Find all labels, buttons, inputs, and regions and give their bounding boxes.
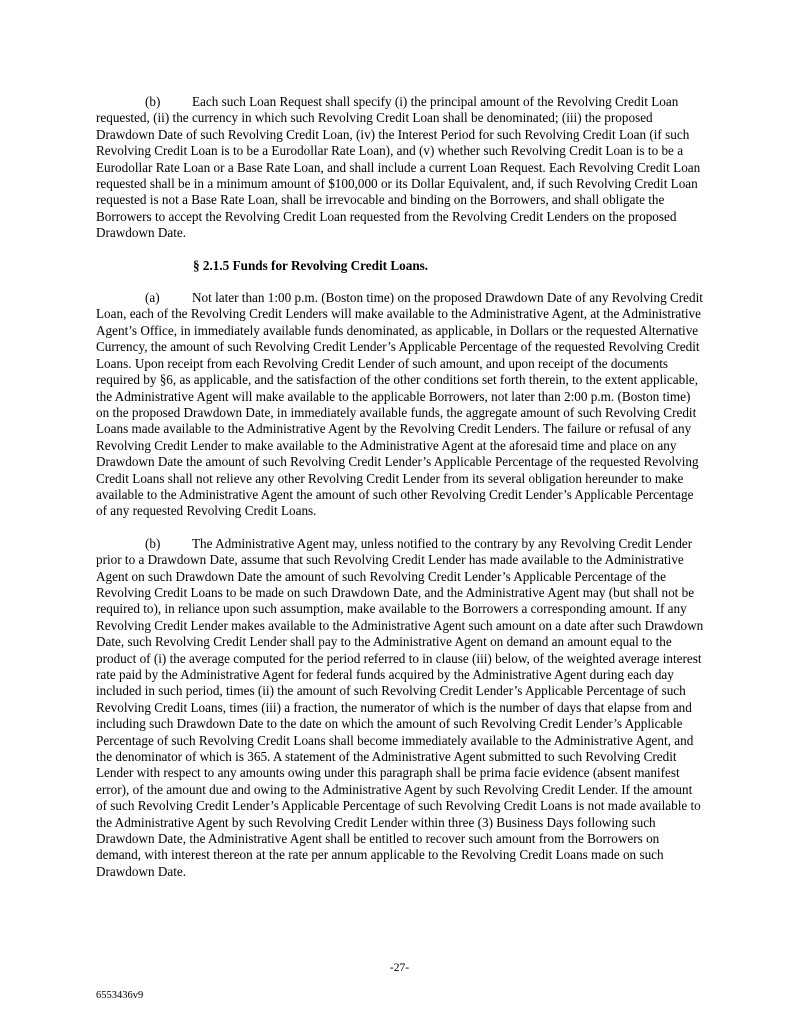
document-body [96, 94, 704, 880]
page-number: -27- [389, 962, 410, 974]
paragraph-b-assumption [96, 536, 704, 881]
paragraph-text: The Administrative Agent may, unless notified to the contrary by any Revolving Credit Lender prior to a Drawdown Date, assume that such Revolving Credit Lender has made available to the Administrative Agent on such Drawdown Date the amount of such Revolving Credit Lender’s Applicable Percentage of the Revolving Credit Loans to be made on such Drawdown Date, and the Administrative Agent may (but shall not be required to), in reliance upon such assumption, make available to the Borrowers a corresponding amount. If any Revolving Credit Lender makes available to the Administrative Agent such amount on a date after such Drawdown Date, such Revolving Credit Lender shall pay to the Administrative Agent on demand an amount equal to the product of (i) the average computed for the period referred to in clause (iii) below, of the weighted average interest rate paid by the Administrative Agent for federal funds acquired by the Administrative Agent during each day included in such period, times (ii) the amount of such Revolving Credit Lender’s Applicable Percentage of such Revolving Credit Loans, times (iii) a fraction, the numerator of which is the number of days that elapse from and including such Drawdown Date to the date on which the amount of such Revolving Credit Lender’s Applicable Percentage of such Revolving Credit Loans shall become immediately available to the Administrative Agent, and the denominator of which is 365. A statement of the Administrative Agent submitted to such Revolving Credit Lender with respect to any amounts owing under this paragraph shall be prima facie evidence (absent manifest error), of the amount due and owing to the Administrative Agent by such Revolving Credit Lender. If the amount of such Revolving Credit Lender’s Applicable Percentage of such Revolving Credit Loans is not made available to the Administrative Agent by such Revolving Credit Lender within three (3) Business Days following such Drawdown Date, the Administrative Agent shall be entitled to recover such amount from the Borrowers on demand, with interest thereon at the rate per annum applicable to the Revolving Credit Loans made on such Drawdown Date. [96, 535, 704, 879]
document-id: 6553436v9 [96, 990, 144, 1001]
paragraph-marker: (b) [145, 535, 161, 551]
paragraph-text: Not later than 1:00 p.m. (Boston time) on the proposed Drawdown Date of any Revolving Credit Loan, each of the Revolving Credit Lenders will make available to the Administrative Agent, at the Administrative Agent’s Office, in immediately available funds denominated, as applicable, in Dollars or the requested Alternative Currency, the amount of such Revolving Credit Lender’s Applicable Percentage of the requested Revolving Credit Loans. Upon receipt from each Revolving Credit Lender of such amount, and upon receipt of the documents required by §6, as applicable, and the satisfaction of the other conditions set forth therein, to the extent applicable, the Administrative Agent will make available to the applicable Borrowers, not later than 2:00 p.m. (Boston time) on the proposed Drawdown Date, in immediately available funds, the aggregate amount of such Revolving Credit Loans made available to the Administrative Agent by the Revolving Credit Lenders. The failure or refusal of any Revolving Credit Lender to make available to the Administrative Agent at the aforesaid time and place on any Drawdown Date the amount of such Revolving Credit Lender’s Applicable Percentage of the requested Revolving Credit Loans shall not relieve any other Revolving Credit Lender from its several obligation hereunder to make available to the Administrative Agent the amount of such other Revolving Credit Lender’s Applicable Percentage of any requested Revolving Credit Loans. [96, 290, 703, 519]
paragraph-text: Each such Loan Request shall specify (i) the principal amount of the Revolving Credit Loan requested, (ii) the currency in which such Revolving Credit Loan shall be denominated; (iii) the proposed Drawdown Date of such Revolving Credit Loan, (iv) the Interest Period for such Revolving Credit Loan (if such Revolving Credit Loan is to be a Eurodollar Rate Loan), and (v) whether such Revolving Credit Loan is to be a Eurodollar Rate Loan or a Base Rate Loan, and shall include a current Loan Request. Each Revolving Credit Loan requested shall be in a minimum amount of $100,000 or its Dollar Equivalent, and, if such Revolving Credit Loan requested is not a Base Rate Loan, shall be irrevocable and binding on the Borrowers, and shall obligate the Borrowers to accept the Revolving Credit Loan requested from the Revolving Credit Lenders on the proposed Drawdown Date. [96, 94, 701, 241]
paragraph-a-funds [96, 290, 704, 520]
section-heading: § 2.1.5 Funds for Revolving Credit Loans. [193, 257, 429, 273]
paragraph-b-loan-request [96, 94, 704, 242]
paragraph-marker: (b) [145, 94, 161, 109]
paragraph-marker: (a) [145, 290, 160, 306]
